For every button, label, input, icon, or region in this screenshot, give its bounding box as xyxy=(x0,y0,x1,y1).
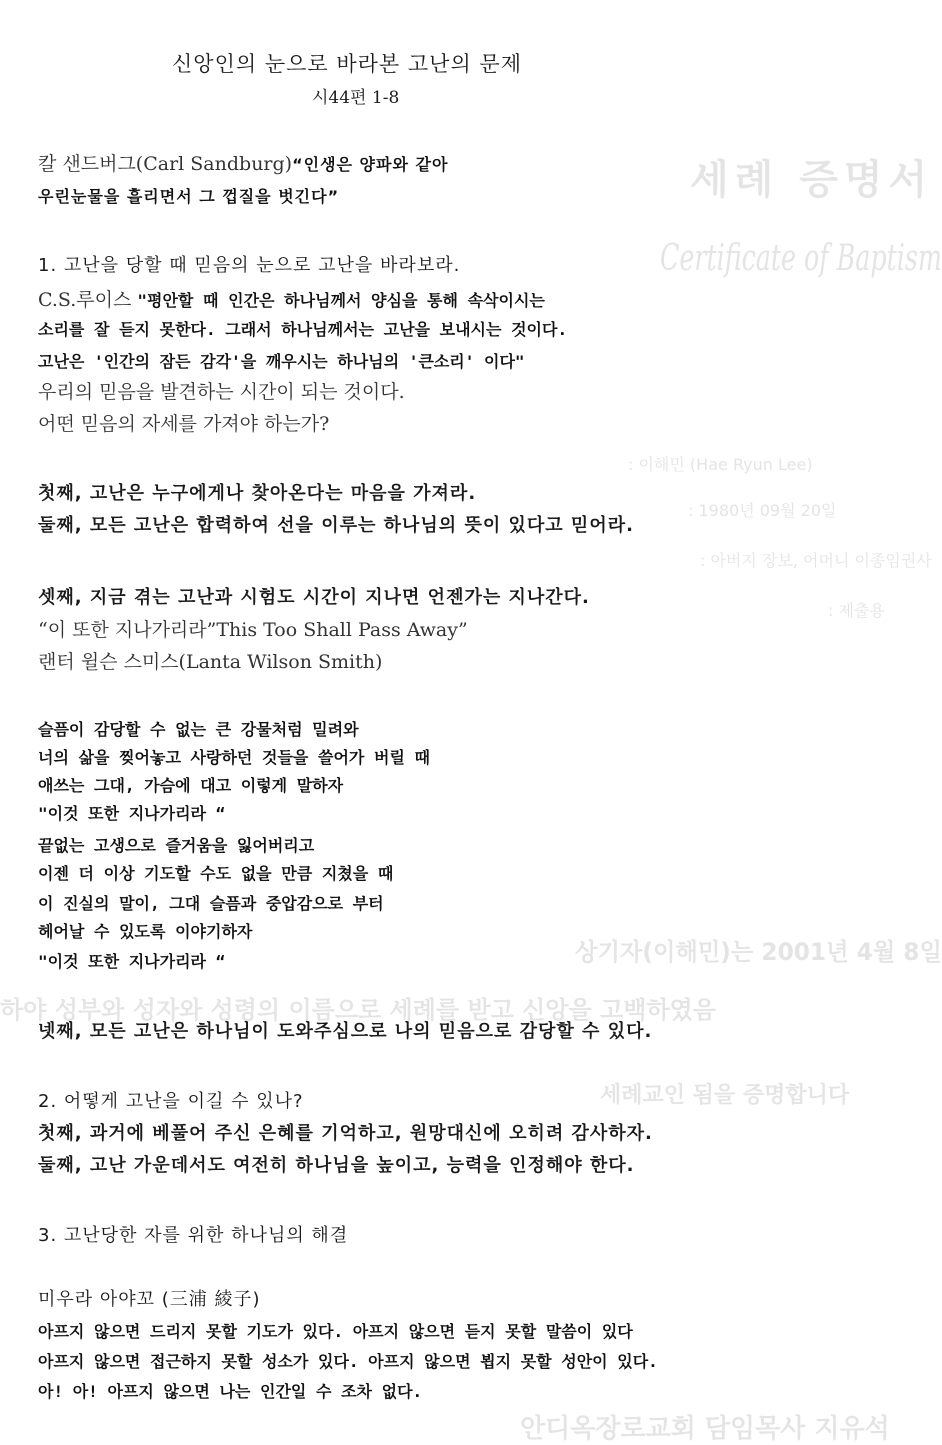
section-3-line: 아! 아! 아프지 않으면 나는 인간일 수 조차 없다. xyxy=(38,1382,423,1401)
section-3-line: 아프지 않으면 접근하지 못할 성소가 있다. 아프지 않으면 뵙지 못할 성안이 있다. xyxy=(38,1352,658,1371)
section-2-heading: 2. 어떻게 고난을 이길 수 있나? xyxy=(38,1091,304,1112)
show-through-certificate-script: Certificate of Baptism xyxy=(660,238,942,279)
poem-line: 너의 삶을 찢어놓고 사랑하던 것들을 쓸어가 버릴 때 xyxy=(38,748,431,767)
poem-line: 끝없는 고생으로 즐거움을 잃어버리고 xyxy=(38,836,315,855)
show-through-date-line: : 1980년 09월 20일 xyxy=(688,501,837,520)
show-through-statement-2: 하야 성부와 성자와 성령의 이름으로 세례를 받고 신앙을 고백하였음 xyxy=(0,996,716,1024)
section-3-line: 아프지 않으면 드리지 못할 기도가 있다. 아프지 않으면 듣지 못할 말씀이 있다 xyxy=(38,1322,633,1341)
poem-title: “이 또한 지나가리라”This Too Shall Pass Away” xyxy=(38,619,468,641)
poem-author: 랜터 윌슨 스미스(Lanta Wilson Smith) xyxy=(38,651,383,673)
show-through-church-line: 안디옥장로교회 담임목사 지유석 xyxy=(520,1414,890,1444)
section-3-heading: 3. 고난당한 자를 위한 하나님의 해결 xyxy=(38,1225,349,1246)
section-1-heading: 1. 고난을 당할 때 믿음의 눈으로 고난을 바라보라. xyxy=(38,255,461,276)
lewis-quote-line-1 xyxy=(38,288,545,313)
section-2-first: 첫째, 과거에 베풀어 주신 은혜를 기억하고, 원망대신에 오히려 감사하자. xyxy=(38,1123,653,1144)
poem-line: 슬픔이 감당할 수 없는 큰 강물처럼 밀려와 xyxy=(38,720,359,739)
epigraph-quote-start: “인생은 양파와 같아 xyxy=(292,155,449,174)
poem-line: 이 진실의 말이, 그대 슬픔과 중압감으로 부터 xyxy=(38,894,384,913)
page-title: 신앙인의 눈으로 바라본 고난의 문제 xyxy=(172,52,522,76)
section-1-second: 둘째, 모든 고난은 합력하여 선을 이루는 하나님의 뜻이 있다고 믿어라. xyxy=(38,515,634,536)
show-through-parents-line: : 아버지 장보, 어머니 이종임권사 xyxy=(700,551,932,570)
lewis-attribution: C.S.루이스 xyxy=(38,289,138,311)
lewis-quote-line-3: 고난은 '인간의 잠든 감각'을 깨우시는 하나님의 '큰소리' 이다" xyxy=(38,352,525,371)
show-through-seal-line: 세례교인 됨을 증명합니다 xyxy=(600,1083,850,1108)
scripture-reference: 시44편 1-8 xyxy=(312,88,400,108)
show-through-statement: 상기자(이해민)는 2001년 4월 8일 xyxy=(575,938,942,966)
poem-line: 애쓰는 그대, 가슴에 대고 이렇게 말하자 xyxy=(38,776,344,795)
section-1-fourth: 넷째, 모든 고난은 하나님이 도와주심으로 나의 믿음으로 감당할 수 있다. xyxy=(38,1021,653,1042)
section-1-line-5: 어떤 믿음의 자세를 가져야 하는가? xyxy=(38,413,330,435)
lewis-quote-line-2: 소리를 잘 듣지 못한다. 그래서 하나님께서는 고난을 보내시는 것이다. xyxy=(38,320,568,339)
poem-line: "이것 또한 지나가리라 “ xyxy=(38,804,226,823)
epigraph-line-1 xyxy=(38,152,448,177)
poem-line: 이젠 더 이상 기도할 수도 없을 만큼 지쳤을 때 xyxy=(38,864,394,883)
section-1-third: 셋째, 지금 겪는 고난과 시험도 시간이 지나면 언젠가는 지나간다. xyxy=(38,587,590,608)
poem-line: "이것 또한 지나가리라 “ xyxy=(38,952,226,971)
section-1-first: 첫째, 고난은 누구에게나 찾아온다는 마음을 가져라. xyxy=(38,483,477,504)
section-2-second: 둘째, 고난 가운데서도 여전히 하나님을 높이고, 능력을 인정해야 한다. xyxy=(38,1155,635,1176)
show-through-place-line: : 제출용 xyxy=(828,601,885,620)
epigraph-attribution: 칼 샌드버그(Carl Sandburg) xyxy=(38,153,293,175)
show-through-name-line: : 이해민 (Hae Ryun Lee) xyxy=(628,455,813,474)
section-1-line-4: 우리의 믿음을 발견하는 시간이 되는 것이다. xyxy=(38,381,405,403)
section-3-author: 미우라 아야꼬 (三浦 綾子) xyxy=(38,1289,261,1310)
epigraph-line-2: 우린눈물을 흘리면서 그 껍질을 벗긴다” xyxy=(38,187,340,206)
poem-line: 헤어날 수 있도록 이야기하자 xyxy=(38,922,253,941)
show-through-certificate-title: 세례 증명서 xyxy=(690,157,934,203)
lewis-quote-text-1: "평안할 때 인간은 하나님께서 양심을 통해 속삭이시는 xyxy=(137,291,545,310)
